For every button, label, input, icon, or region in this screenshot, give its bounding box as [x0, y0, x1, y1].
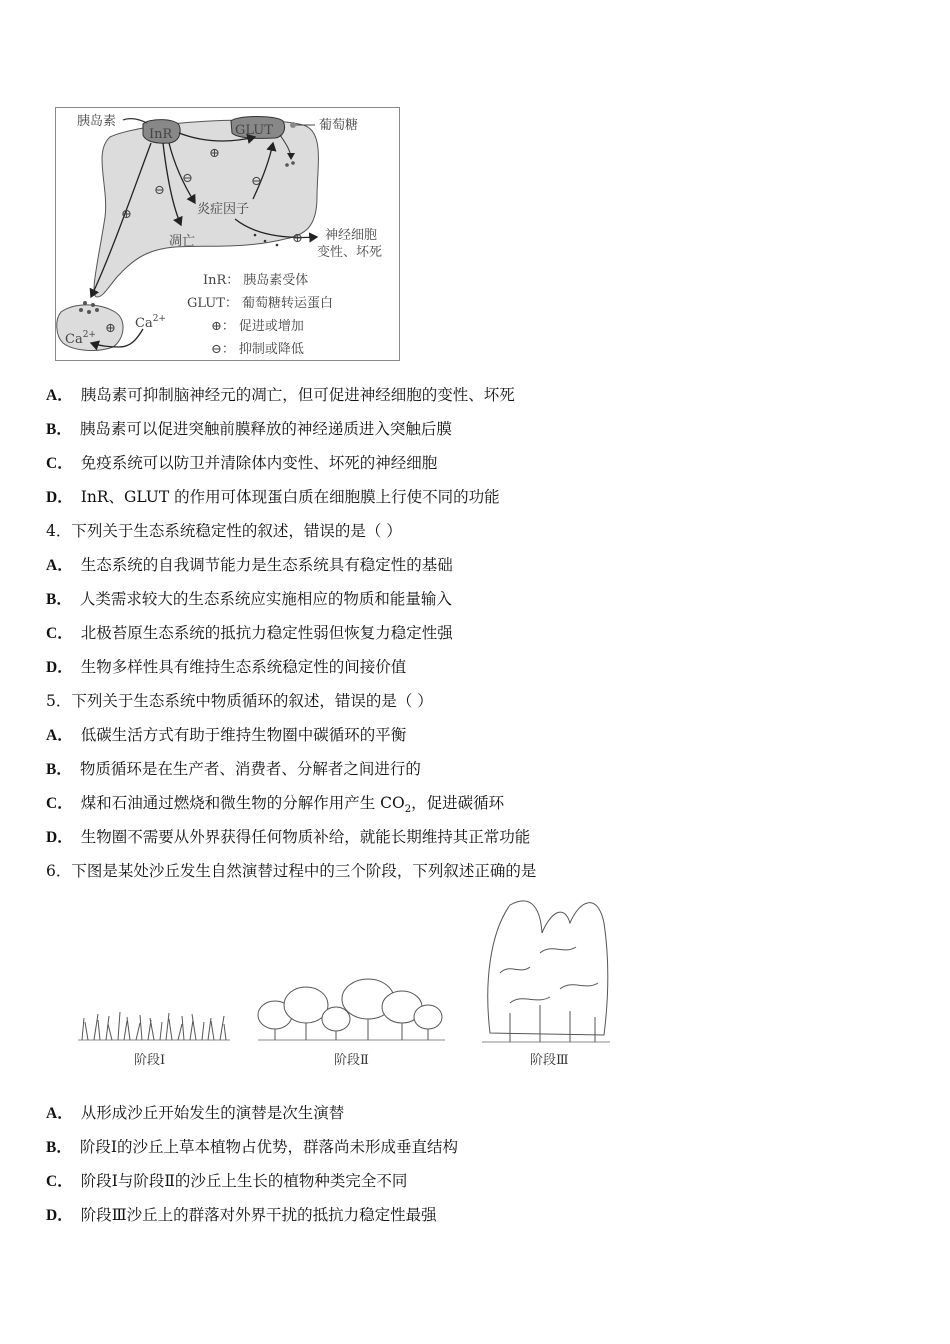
q3-option-d: D． InR、GLUT 的作用可体现蛋白质在细胞膜上行使不同的功能: [46, 488, 500, 506]
plus-sign-ca: ⊕: [105, 321, 116, 336]
q5-option-b: B． 物质循环是在生产者、消费者、分解者之间进行的: [46, 760, 421, 778]
neuron-death-label-1: 神经细胞: [325, 228, 378, 243]
plus-sign-death: ⊕: [292, 231, 303, 246]
stage-1-label: 阶段Ⅰ: [134, 1053, 166, 1068]
plus-sign-glut: ⊕: [209, 146, 220, 161]
inflammation-label: 炎症因子: [197, 202, 250, 217]
ca-label-right: $Ca^{2+}$: [135, 314, 166, 331]
q6-option-a: A． 从形成沙丘开始发生的演替是次生演替: [46, 1104, 345, 1122]
q6-option-d: D． 阶段Ⅲ沙丘上的群落对外界干扰的抵抗力稳定性最强: [46, 1206, 437, 1224]
q4-option-b: B． 人类需求较大的生态系统应实施相应的物质和能量输入: [46, 590, 452, 608]
q4-option-c: C． 北极苔原生态系统的抵抗力稳定性弱但恢复力稳定性强: [46, 624, 453, 642]
q5-option-d: D． 生物圈不需要从外界获得任何物质补给，就能长期维持其正常功能: [46, 828, 531, 846]
insulin-label: 胰岛素: [77, 114, 117, 129]
succession-stages-figure: [70, 893, 615, 1073]
q5-option-a: A． 低碳生活方式有助于维持生物圈中碳循环的平衡: [46, 726, 407, 744]
plus-sign-synapse: ⊕: [121, 207, 132, 222]
legend-inhibit: ⊖： 抑制或降低: [211, 342, 304, 357]
q3-option-b: B． 胰岛素可以促进突触前膜释放的神经递质进入突触后膜: [46, 420, 452, 438]
q4-stem: 4．下列关于生态系统稳定性的叙述，错误的是（ ）: [46, 522, 402, 540]
glucose-label: 葡萄糖: [319, 118, 359, 133]
glut-label: GLUT: [235, 123, 273, 138]
q6-stem: 6．下图是某处沙丘发生自然演替过程中的三个阶段，下列叙述正确的是: [46, 862, 537, 880]
q3-option-c: C． 免疫系统可以防卫并清除体内变性、坏死的神经细胞: [46, 454, 438, 472]
inr-label: InR: [149, 127, 173, 142]
neuron-death-label-2: 变性、坏死: [317, 245, 383, 260]
q5-stem: 5．下列关于生态系统中物质循环的叙述，错误的是（ ）: [46, 692, 433, 710]
stage-1-grass: [78, 1012, 230, 1040]
stage-2-shrubs: [258, 979, 445, 1040]
q6-option-b: B． 阶段Ⅰ的沙丘上草本植物占优势，群落尚未形成垂直结构: [46, 1138, 458, 1156]
minus-sign-glut: ⊖: [251, 174, 262, 189]
q6-option-c: C． 阶段Ⅰ与阶段Ⅱ的沙丘上生长的植物种类完全不同: [46, 1172, 408, 1190]
legend-promote: ⊕： 促进或增加: [211, 319, 304, 334]
insulin-pathway-diagram: [55, 107, 400, 361]
q5-option-c: C． 煤和石油通过燃烧和微生物的分解作用产生 $CO_2$，促进碳循环: [46, 794, 505, 816]
q3-option-a: A． 胰岛素可抑制脑神经元的凋亡，但可促进神经细胞的变性、坏死: [46, 386, 515, 404]
stage-2-label: 阶段Ⅱ: [334, 1053, 369, 1068]
minus-sign-inflammation: ⊖: [182, 171, 193, 186]
ca-label-left: $Ca^{2+}$: [65, 330, 96, 347]
apoptosis-label: 凋亡: [169, 234, 196, 249]
minus-sign-apoptosis: ⊖: [154, 183, 165, 198]
q4-option-a: A． 生态系统的自我调节能力是生态系统具有稳定性的基础: [46, 556, 453, 574]
stage-3-label: 阶段Ⅲ: [530, 1053, 569, 1068]
q4-option-d: D． 生物多样性具有维持生态系统稳定性的间接价值: [46, 658, 407, 676]
legend-inr: InR： 胰岛素受体: [203, 273, 309, 288]
legend-glut: GLUT： 葡萄糖转运蛋白: [187, 296, 333, 311]
stage-3-forest: [482, 901, 610, 1042]
glucose-dot: [290, 122, 296, 128]
